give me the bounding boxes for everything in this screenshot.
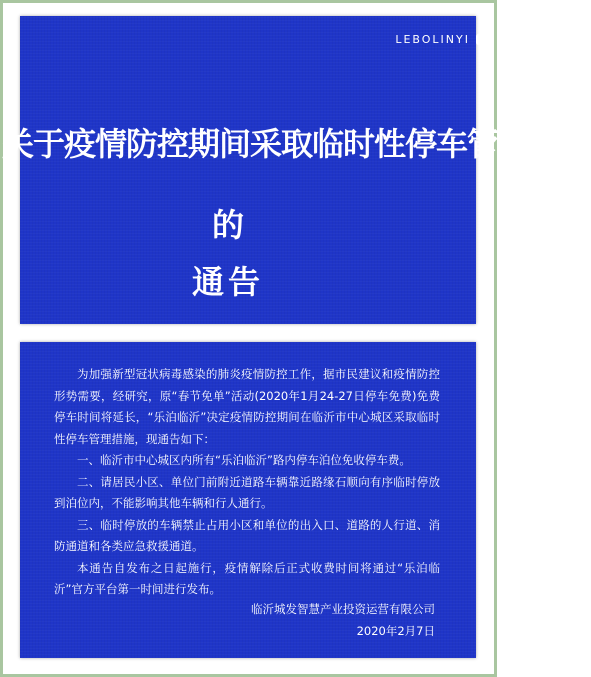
notice-body <box>54 364 440 601</box>
measure-item-1: 一、临沂市中心城区内所有“乐泊临沂”路内停车泊位免收停车费。 <box>77 453 411 467</box>
signature-block <box>251 598 435 642</box>
measure-item-3: 三、临时停放的车辆禁止占用小区和单位的出入口、道路的人行道、消防通道和各类应急救援通道。 <box>54 517 440 553</box>
issuer-name: 临沂城发智慧产业投资运营有限公司 <box>251 602 435 616</box>
measure-item-2: 二、请居民小区、单位门前附近道路车辆靠近路缘石顺向有序临时停放到泊位内，不能影响其他车辆和行人通行。 <box>54 474 440 510</box>
notice-title-connector: 的 <box>211 206 244 244</box>
brand-logo <box>395 33 481 46</box>
brand-mark-icon <box>476 34 481 45</box>
notice-heading: 通告 <box>191 263 264 301</box>
notice-title: 关于疫情防控期间采取临时性停车管理措施 <box>2 125 591 163</box>
intro-paragraph: 为加强新型冠状病毒感染的肺炎疫情防控工作，据市民建议和疫情防控形势需要，经研究，原“春节免单”活动(2020年1月24-27日停车免费)免费停车时间将延长，“乐泊临沂”决定疫情防控期间在临沂市中心城区采取临时性停车管理措施，现通告如下： <box>54 367 440 446</box>
brand-name: LEBOLINYI <box>395 33 470 46</box>
issue-date: 2020年2月7日 <box>356 624 435 638</box>
closing-paragraph: 本通告自发布之日起施行，疫情解除后正式收费时间将通过“乐泊临沂”官方平台第一时间进行发布。 <box>54 560 440 596</box>
